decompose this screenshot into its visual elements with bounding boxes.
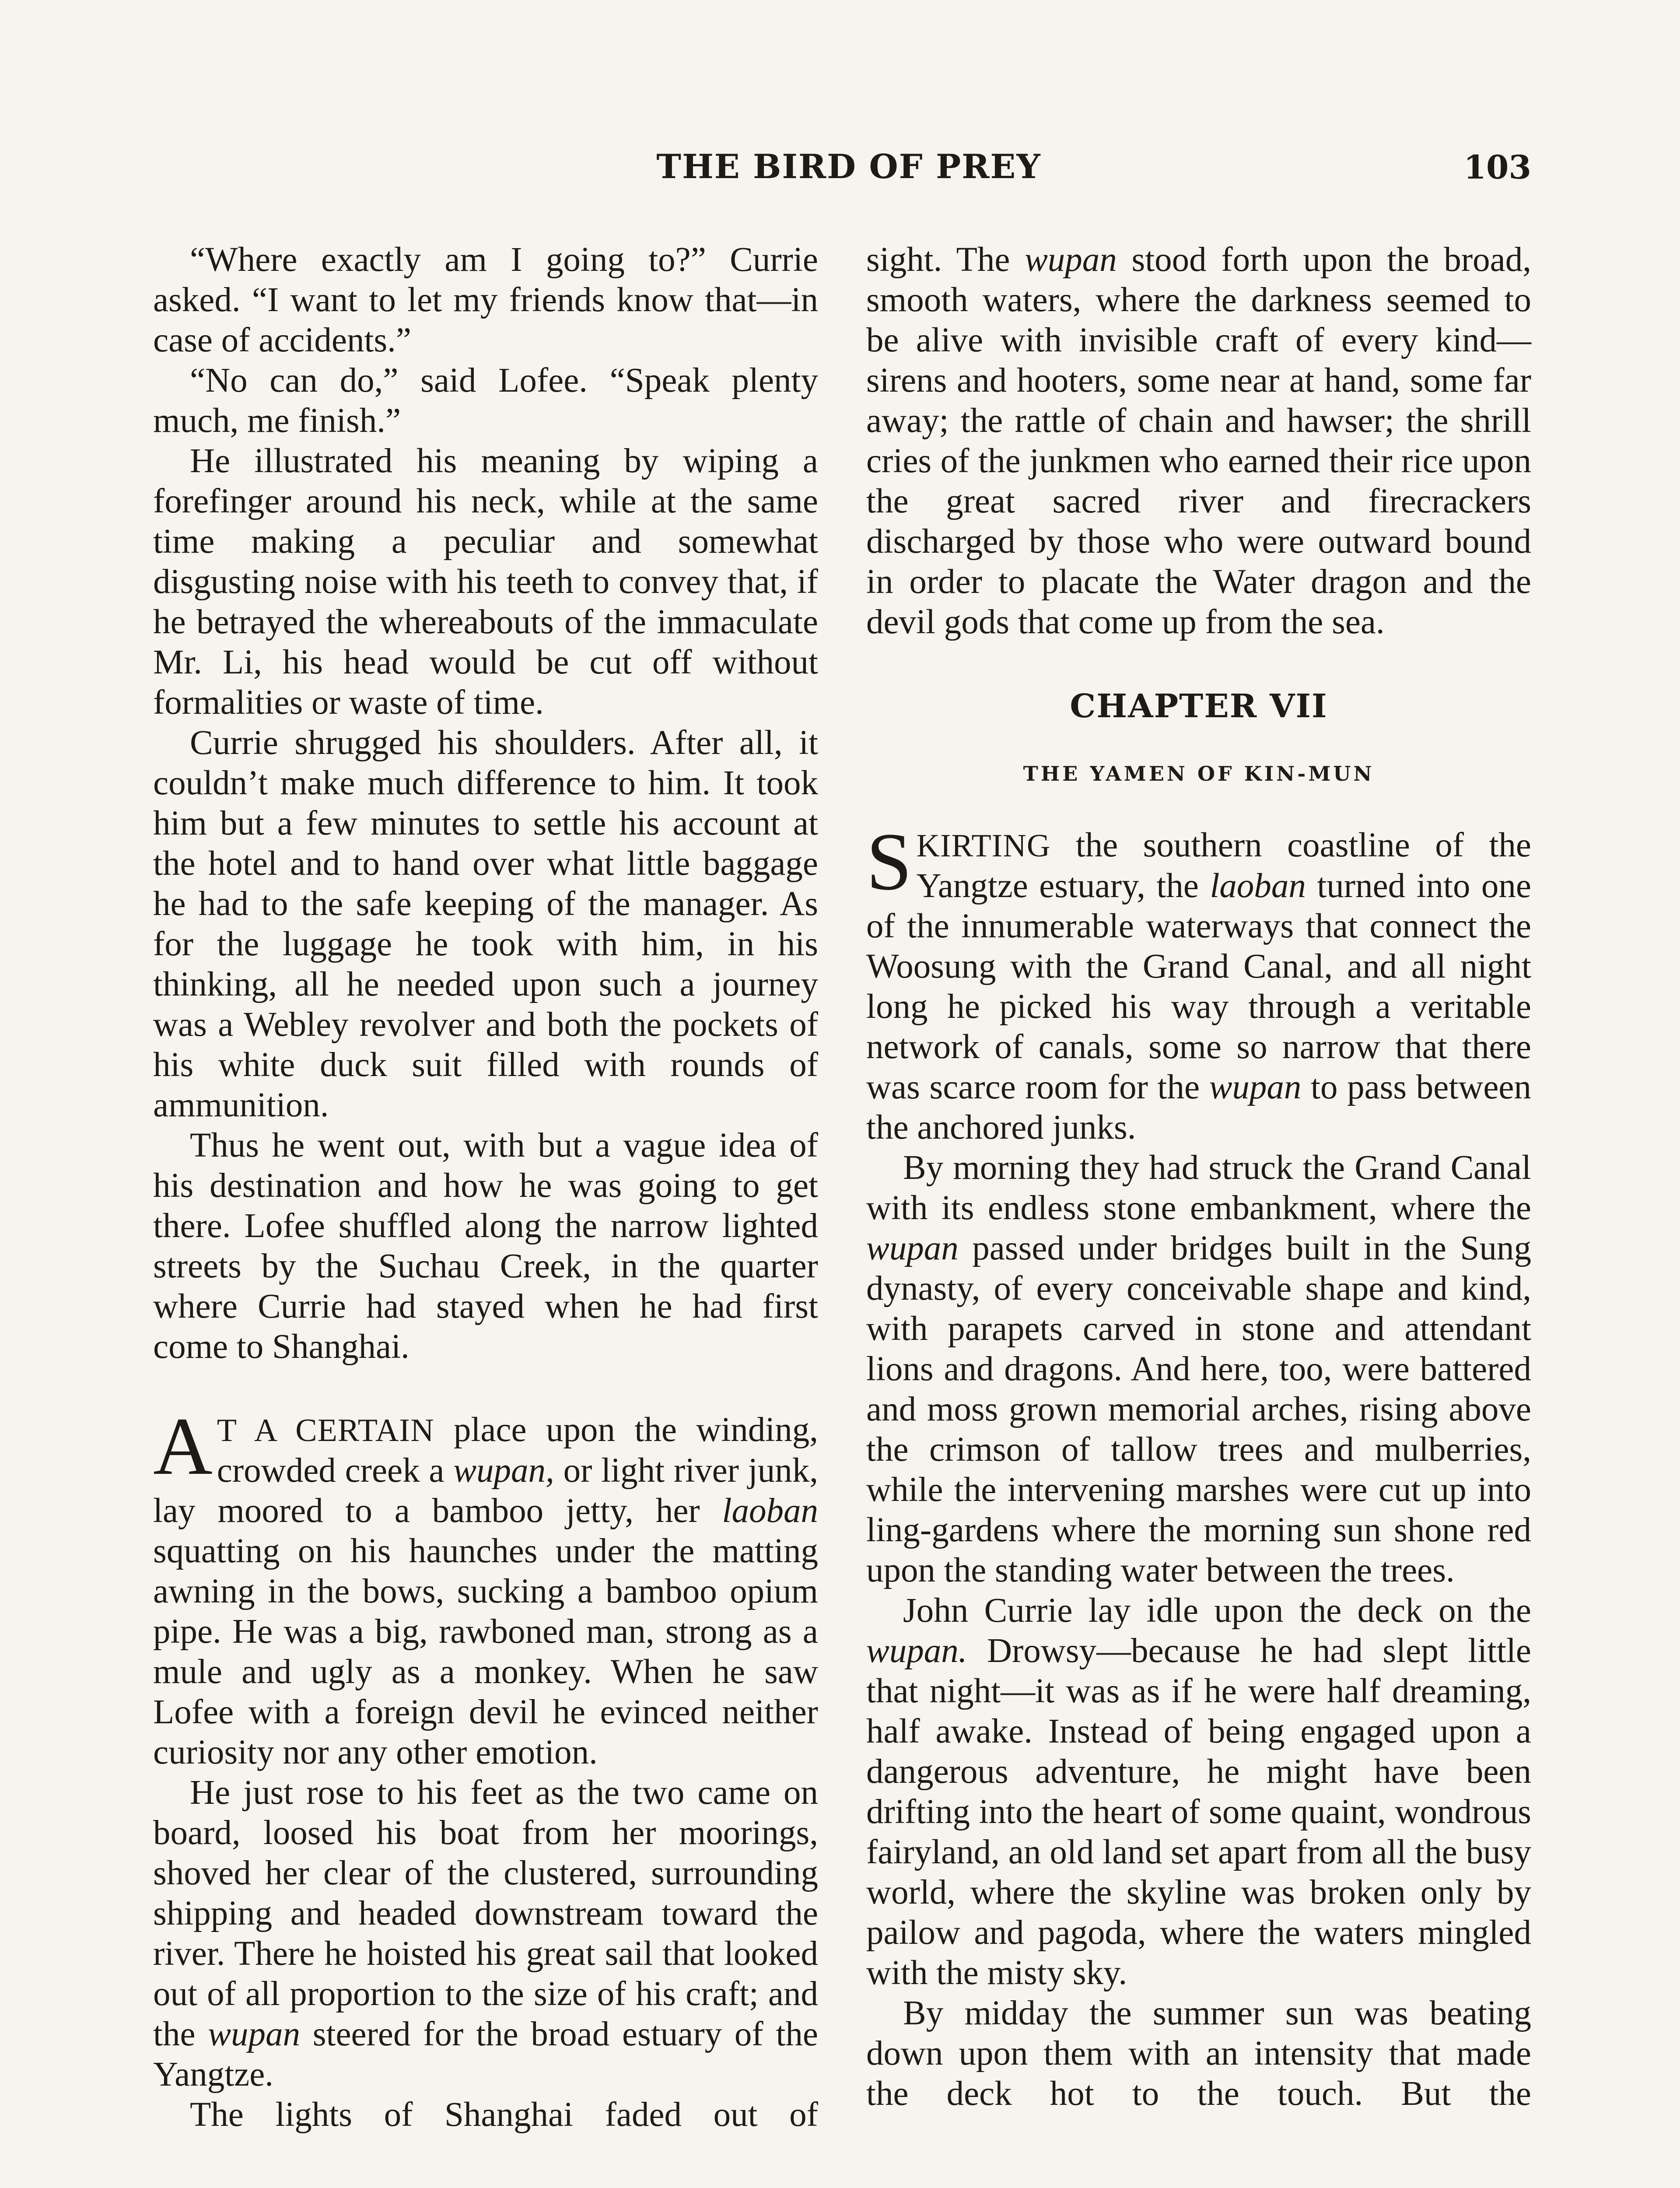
text-run: passed under bridges built in the Sung dynasty, of every conceivable shape and kind, with parapets carved in stone and attendant lions and dragons. And here, too, were battered and moss grown memorial arches, rising above the crimson of tallow trees and mulberries, while the intervening marshes were cut up into ling-gardens where the morning sun shone red upon the standing water between the trees. bbox=[866, 1229, 1531, 1589]
text-run: stood forth upon the broad, smooth waters, where the darkness seemed to be alive with invisible craft of every kind—sirens and hooters, some near at hand, some far away; the rattle of chain and hawser; the shrill cries of the junkmen who earned their rice upon the great sacred river and firecrackers discharged by those who were outward bound in order to placate the Water dragon and the devil gods that come up from the sea. bbox=[866, 241, 1531, 641]
paragraph: Currie shrugged his shoulders. After all, it couldn’t make much difference to him. It took him but a few minutes to settle his account at the hotel and to hand over what little baggage he had to the safe keeping of the manager. As for the luggage he took with him, in his thinking, all he needed upon such a journey was a Webley revolver and both the pockets of his white duck suit filled with rounds of ammunition. bbox=[153, 724, 818, 1124]
text-run: By morning they had struck the Grand Canal with its endless stone embankment, where the bbox=[866, 1149, 1531, 1227]
right-column bbox=[866, 240, 1531, 2114]
text-run: squatting on his haunches under the matting awning in the bows, sucking a bamboo opium pipe. He was a big, rawboned man, strong as a mule and ugly as a monkey. When he saw Lofee with a foreign devil he evinced neither curiosity nor any other emotion. bbox=[153, 1532, 818, 1771]
text-run: to pass between the anchored junks. bbox=[866, 1068, 1531, 1147]
chapter-title: CHAPTER VII bbox=[1070, 687, 1328, 725]
drop-cap: A bbox=[153, 1400, 213, 1492]
small-caps-opening: KIRTING bbox=[916, 828, 1051, 864]
text-run: sight. The bbox=[866, 241, 1025, 279]
small-caps-opening: T A CERTAIN bbox=[217, 1413, 434, 1448]
italic-term: wupan bbox=[866, 1229, 959, 1267]
italic-term: wupan. bbox=[866, 1632, 967, 1670]
chapter-subtitle: THE YAMEN OF KIN-MUN bbox=[1023, 762, 1375, 785]
paragraph bbox=[153, 1773, 818, 2095]
page-number: 103 bbox=[1463, 149, 1531, 186]
italic-term: wupan, bbox=[453, 1452, 554, 1490]
paragraph-dropcap bbox=[153, 1400, 818, 1773]
italic-term: laoban bbox=[722, 1492, 818, 1530]
text-run: He just rose to his feet as the two came on board, loosed his boat from her moorings, shoved her clear of the clustered, surrounding shipping and headed downstream toward the river. There he hoisted his great sail that looked out of all proportion to the size of his craft; and the bbox=[153, 1774, 818, 2053]
paragraph: The lights of Shanghai faded out of bbox=[190, 2096, 818, 2134]
paragraph-dropcap bbox=[866, 816, 1531, 1148]
running-header-title: THE BIRD OF PREY bbox=[656, 147, 1041, 186]
italic-term: wupan bbox=[1209, 1068, 1302, 1106]
paragraph: Thus he went out, with but a vague idea of his destination and how he was going to get there. Lofee shuffled along the narrow lighted streets by the Suchau Creek, in the quarter where Currie had stayed when he had first come to Shanghai. bbox=[153, 1126, 818, 1366]
paragraph bbox=[866, 1591, 1531, 1993]
text-run: steered for the broad estuary of the Yangtze. bbox=[153, 2015, 818, 2093]
drop-cap: S bbox=[866, 816, 912, 907]
text-run: place upon the winding, crowded creek a bbox=[217, 1411, 818, 1490]
text-run: or light river junk, lay moored to a bamboo jetty, her bbox=[153, 1452, 818, 1530]
paragraph: By midday the summer sun was beating down upon them with an intensity that made the deck hot to the touch. But the bbox=[866, 1994, 1531, 2113]
italic-term: laoban bbox=[1210, 867, 1306, 905]
paragraph bbox=[866, 240, 1531, 642]
text-run: Drowsy—because he had slept little that night—it was as if he were half dreaming, half awake. Instead of being engaged upon a dangerous adventure, he might have been drifting into the heart of some quaint, wondrous fairyland, an old land set apart from all the busy world, where the skyline was broken only by pailow and pagoda, where the waters mingled with the misty sky. bbox=[866, 1632, 1531, 1992]
section-break bbox=[153, 1367, 818, 1410]
italic-term: wupan bbox=[1025, 241, 1117, 279]
left-column bbox=[153, 240, 818, 2135]
italic-term: wupan bbox=[208, 2015, 300, 2053]
text-run: turned into one of the innumerable waterways that connect the Woosung with the Grand Canal, and all night long he picked his way through a veritable network of canals, some so narrow that there was scarce room for the bbox=[866, 867, 1531, 1106]
paragraph bbox=[866, 1148, 1531, 1591]
paragraph: He illustrated his meaning by wiping a forefinger around his neck, while at the same time making a peculiar and somewhat disgusting noise with his teeth to convey that, if he betrayed the whereabouts of the immaculate Mr. Li, his head would be cut off without formalities or waste of time. bbox=[153, 442, 818, 722]
paragraph: “Where exactly am I going to?” Currie asked. “I want to let my friends know that—in case of accidents.” bbox=[153, 241, 818, 359]
text-run: the southern coastline of the Yangtze estuary, the bbox=[916, 826, 1531, 905]
paragraph: “No can do,” said Lofee. “Speak plenty much, me finish.” bbox=[153, 361, 818, 440]
text-run: John Currie lay idle upon the deck on the bbox=[903, 1592, 1531, 1630]
